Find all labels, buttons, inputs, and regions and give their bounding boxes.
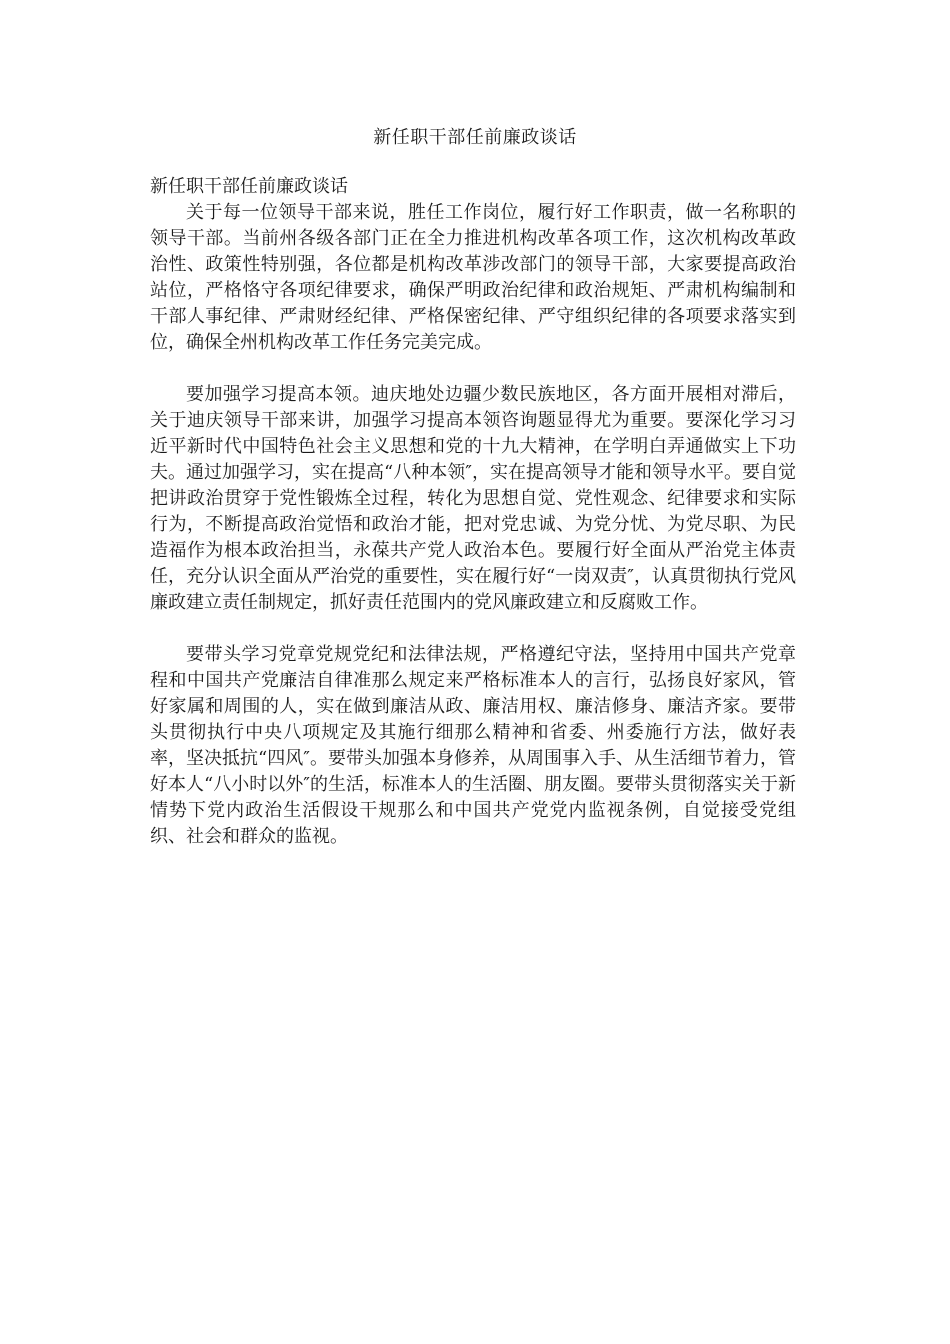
paragraph-1: 关于每一位领导干部来说，胜任工作岗位，履行好工作职责，做一名称职的领导干部。当前州各级各部门正在全力推进机构改革各项工作，这次机构改革政治性、政策性特别强，各位都是机构改革涉改部门的领导干部，大家要提高政治站位，严格恪守各项纪律要求，确保严明政治纪律和政治规矩、严肃机构编制和干部人事纪律、严肃财经纪律、严格保密纪律、严守组织纪律的各项要求落实到位，确保全州机构改革工作任务完美完成。 bbox=[150, 202, 796, 353]
document-subtitle: 新任职干部任前廉政谈话 bbox=[150, 176, 348, 197]
paragraph-2: 要加强学习提高本领。迪庆地处边疆少数民族地区，各方面开展相对滞后，关于迪庆领导干部来讲，加强学习提高本领咨询题显得尤为重要。要深化学习习近平新时代中国特色社会主义思想和党的十九大精神，在学明白弄通做实上下功夫。通过加强学习，实在提高“八种本领″，实在提高领导才能和领导水平。要自觉把讲政治贯穿于党性锻炼全过程，转化为思想自觉、党性观念、纪律要求和实际行为，不断提高政治觉悟和政治才能，把对党忠诚、为党分忧、为党尽职、为民造福作为根本政治担当，永葆共产党人政治本色。要履行好全面从严治党主体责任，充分认识全面从严治党的重要性，实在履行好“一岗双责″，认真贯彻执行党风廉政建立责任制规定，抓好责任范围内的党风廉政建立和反腐败工作。 bbox=[150, 384, 796, 613]
paragraph-3: 要带头学习党章党规党纪和法律法规，严格遵纪守法，坚持用中国共产党章程和中国共产党廉洁自律准那么规定来严格标准本人的言行，弘扬良好家风，管好家属和周围的人，实在做到廉洁从政、廉洁用权、廉洁修身、廉洁齐家。要带头贯彻执行中央八项规定及其施行细那么精神和省委、州委施行方法，做好表率，坚决抵抗“四风″。要带头加强本身修养，从周围事入手、从生活细节着力，管好本人“八小时以外″的生活，标准本人的生活圈、朋友圈。要带头贯彻落实关于新情势下党内政治生活假设干规那么和中国共产党党内监视条例，自觉接受党组织、社会和群众的监视。 bbox=[150, 644, 796, 847]
document-title: 新任职干部任前廉政谈话 bbox=[373, 127, 577, 148]
document-body bbox=[150, 174, 796, 850]
